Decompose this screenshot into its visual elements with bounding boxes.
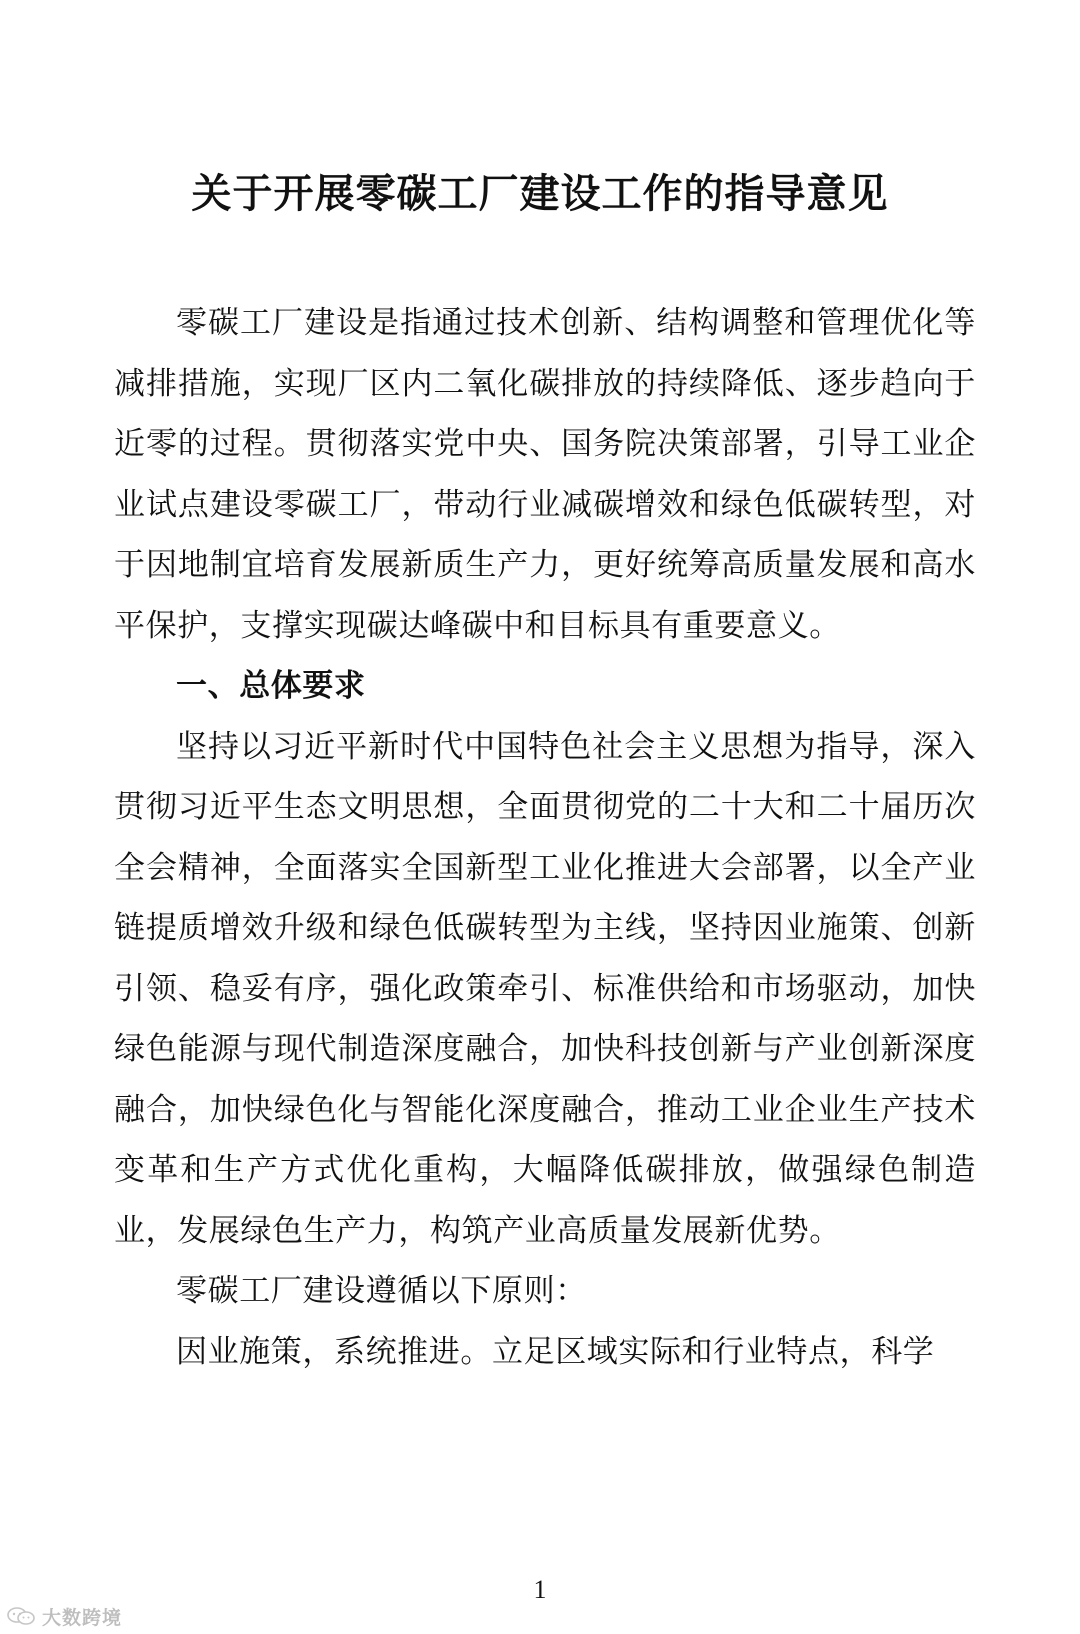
section-heading-general-requirements: 一、总体要求	[176, 668, 366, 704]
general-requirements-paragraph: 坚持以习近平新时代中国特色社会主义思想为指导，深入贯彻习近平生态文明思想，全面贯彻党的二十大和二十届历次全会精神，全面落实全国新型工业化推进大会部署，以全产业链提质增效升级和绿色低碳转型为主线，坚持因业施策、创新引领、稳妥有序，强化政策牵引、标准供给和市场驱动，加快绿色能源与现代制造深度融合，加快科技创新与产业创新深度融合，加快绿色化与智能化深度融合，推动工业企业生产技术变革和生产方式优化重构，大幅降低碳排放，做强绿色制造业，发展绿色生产力，构筑产业高质量发展新优势。	[114, 728, 976, 1249]
document-body	[114, 293, 976, 1382]
document-title: 关于开展零碳工厂建设工作的指导意见	[191, 170, 889, 217]
wechat-logo-icon	[6, 1606, 36, 1626]
intro-paragraph: 零碳工厂建设是指通过技术创新、结构调整和管理优化等减排措施，实现厂区内二氧化碳排放的持续降低、逐步趋向于近零的过程。贯彻落实党中央、国务院决策部署，引导工业企业试点建设零碳工厂，带动行业减碳增效和绿色低碳转型，对于因地制宜培育发展新质生产力，更好统筹高质量发展和高水平保护，支撑实现碳达峰碳中和目标具有重要意义。	[114, 305, 976, 644]
watermark-text: 大数跨境	[42, 1606, 123, 1629]
page-number: 1	[533, 1575, 547, 1604]
principles-intro-paragraph: 零碳工厂建设遵循以下原则：	[176, 1273, 587, 1309]
principle-paragraph: 因业施策，系统推进。立足区域实际和行业特点，科学	[176, 1333, 935, 1370]
watermark	[6, 1604, 122, 1628]
